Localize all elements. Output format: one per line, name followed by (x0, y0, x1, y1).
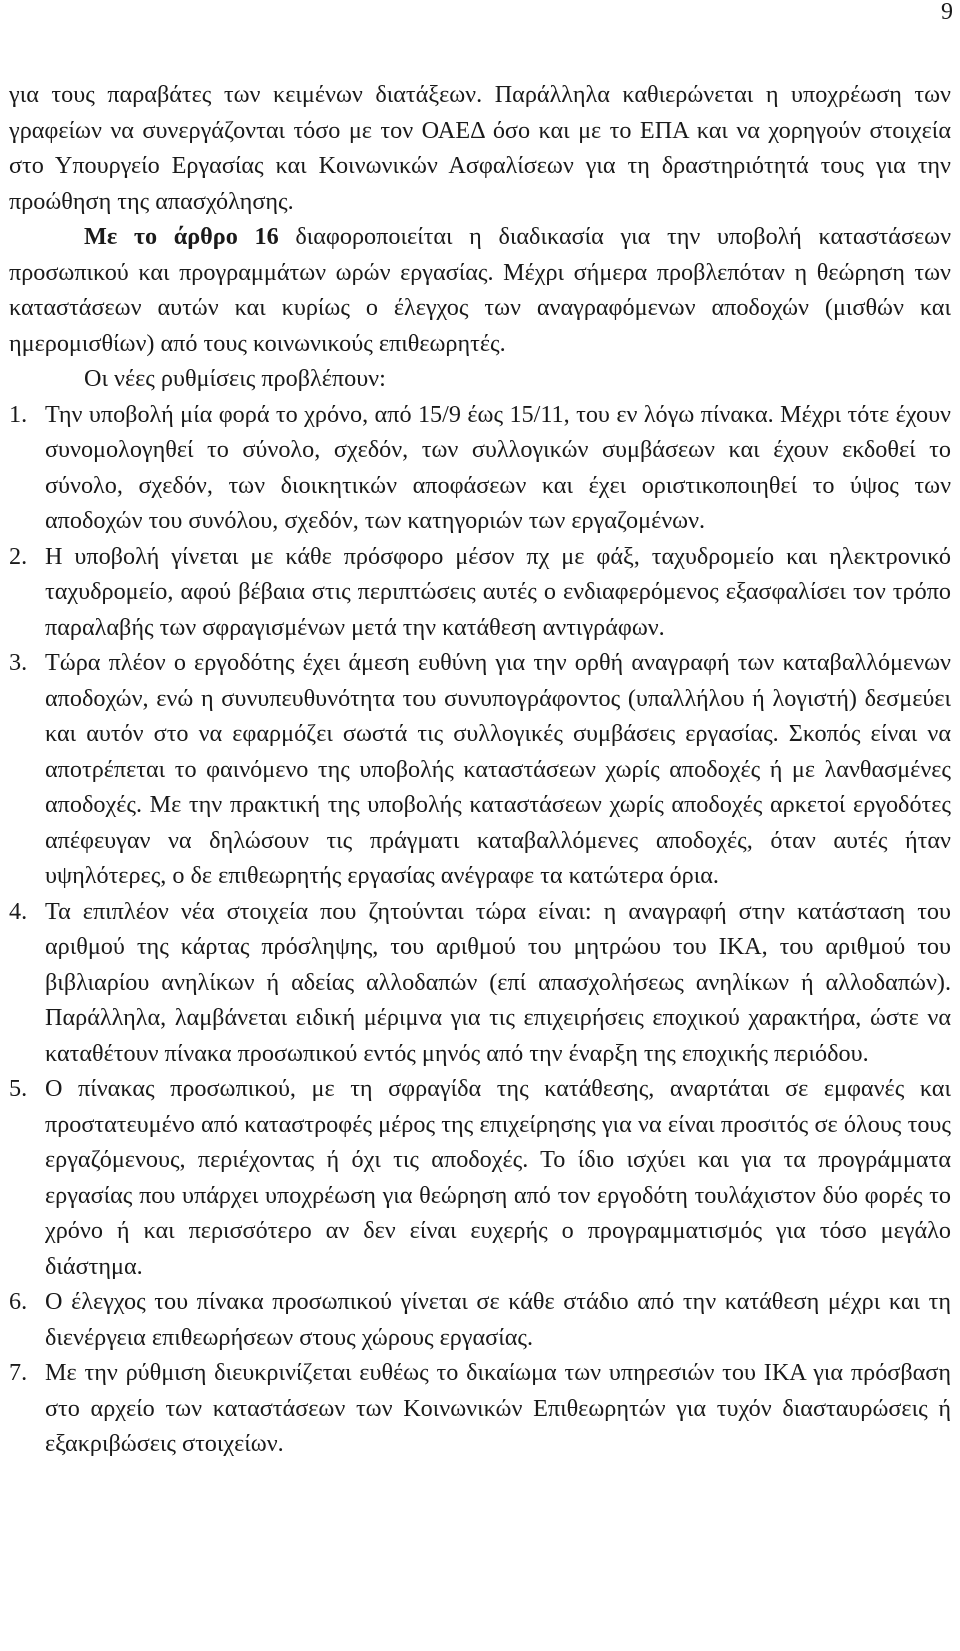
paragraph-text: διαφοροποιείται η διαδικασία για την υποβολή καταστάσεων προσωπικού και προγραμμάτων ωρών εργασίας. Μέχρι σήμερα προβλεπόταν η θεώρηση των καταστάσεων αυτών και κυρίως ο έλεγχος των αναγραφόμενων αποδοχών (μισθών και ημερομισθίων) από τους κοινωνικούς επιθεωρητές. (9, 223, 952, 357)
page-number: 9 (941, 0, 953, 25)
list-intro: Οι νέες ρυθμίσεις προβλέπουν: (84, 365, 386, 392)
document-body (9, 77, 951, 1462)
list-item-text: Την υποβολή μία φορά το χρόνο, από 15/9 έως 15/11, του εν λόγω πίνακα. Μέχρι τότε έχουν συνομολογηθεί το σύνολο, σχεδόν, των συλλογικών συμβάσεων και έχουν εκδοθεί το σύνολο, σχεδόν, των διοικητικών αποφάσεων και έχει οριστικοποιηθεί το ύψος των αποδοχών του συνόλου, σχεδόν, των κατηγοριών των εργαζομένων. (45, 400, 951, 534)
list-number: 5. (9, 1075, 28, 1102)
list-number: 7. (9, 1359, 28, 1386)
list-item (9, 1071, 951, 1284)
list-number: 2. (9, 542, 28, 570)
list-number: 4. (9, 897, 28, 925)
article-reference: Με το άρθρο 16 (84, 223, 279, 250)
numbered-list (9, 397, 951, 1462)
list-item (9, 397, 951, 539)
list-item-text: Με την ρύθμιση διευκρινίζεται ευθέως το δικαίωμα των υπηρεσιών του ΙΚΑ για πρόσβαση στο αρχείο των καταστάσεων των Κοινωνικών Επιθεωρητών για τυχόν διασταυρώσεις ή εξακριβώσεις στοιχείων. (45, 1359, 951, 1457)
list-item-text: Τώρα πλέον ο εργοδότης έχει άμεση ευθύνη για την ορθή αναγραφή των καταβαλλόμενων αποδοχών, ενώ η συνυπευθυνότητα του συνυπογράφοντος (υπαλλήλου ή λογιστή) δεσμεύει και αυτόν στο να εφαρμόζει σωστά τις συλλογικές συμβάσεις εργασίας. Σκοπός είναι να αποτρέπεται το φαινόμενο της υποβολής καταστάσεων χωρίς αποδοχές ή με λανθασμένες αποδοχές. Με την πρακτική της υποβολής καταστάσεων χωρίς αποδοχές αρκετοί εργοδότες απέφευγαν να δηλώσουν τις πράγματι καταβαλλόμενες αποδοχές, όταν αυτές ήταν υψηλότερες, ο δε επιθεωρητής εργασίας ανέγραφε τα κατώτερα όρια. (45, 649, 951, 889)
list-item-text: Ο έλεγχος του πίνακα προσωπικού γίνεται σε κάθε στάδιο από την κατάθεση μέχρι και τη διενέργεια επιθεωρήσεων στους χώρους εργασίας. (45, 1288, 951, 1351)
list-item (9, 894, 951, 1072)
list-number: 6. (9, 1288, 28, 1315)
list-item-text: Τα επιπλέον νέα στοιχεία που ζητούνται τώρα είναι: η αναγραφή στην κατάσταση του αριθμού της κάρτας πρόσληψης, του αριθμού του μητρώου του ΙΚΑ, του αριθμού του βιβλιαρίου ανηλίκων ή αδείας αλλοδαπών (επί απασχολήσεως ανηλίκων ή αλλοδαπών). Παράλληλα, λαμβάνεται ειδική μέριμνα για τις επιχειρήσεις εποχικού χαρακτήρα, ώστε να καταθέτουν πίνακα προσωπικού εντός μηνός από την έναρξη της εποχικής περιόδου. (45, 897, 951, 1067)
list-item (9, 645, 951, 894)
list-number: 1. (9, 400, 28, 428)
list-item-text: Ο πίνακας προσωπικού, με τη σφραγίδα της κατάθεσης, αναρτάται σε εμφανές και προστατευμένο από καταστροφές μέρος της επιχείρησης για να είναι προσιτός σε όλους τους εργαζόμενους, περιέχοντας ή όχι τις αποδοχές. Το ίδιο ισχύει και για τα προγράμματα εργασίας που υπάρχει υποχρέωση για θεώρηση από τον εργοδότη τουλάχιστον δύο φορές το χρόνο ή και περισσότερο αν δεν είναι ευχερής ο προγραμματισμός για τόσο μεγάλο διάστημα. (45, 1075, 951, 1280)
paragraph: για τους παραβάτες των κειμένων διατάξεων. Παράλληλα καθιερώνεται η υποχρέωση των γραφείων να συνεργάζονται τόσο με τον ΟΑΕΔ όσο και με το ΕΠΑ και να χορηγούν στοιχεία στο Υπουργείο Εργασίας και Κοινωνικών Ασφαλίσεων για τη δραστηριότητά τους για την προώθηση της απασχόλησης. (9, 81, 951, 215)
paragraph-article-16 (9, 219, 951, 361)
list-item (9, 539, 951, 646)
list-item (9, 1284, 951, 1355)
list-item (9, 1355, 951, 1462)
list-item-text: Η υποβολή γίνεται με κάθε πρόσφορο μέσον πχ με φάξ, ταχυδρομείο και ηλεκτρονικό ταχυδρομείο, αφού βέβαια στις περιπτώσεις αυτές ο ενδιαφερόμενος εξασφαλίσει τον τρόπο παραλαβής των σφραγισμένων μετά την κατάθεση αντιγράφων. (45, 542, 951, 641)
list-number: 3. (9, 649, 28, 676)
